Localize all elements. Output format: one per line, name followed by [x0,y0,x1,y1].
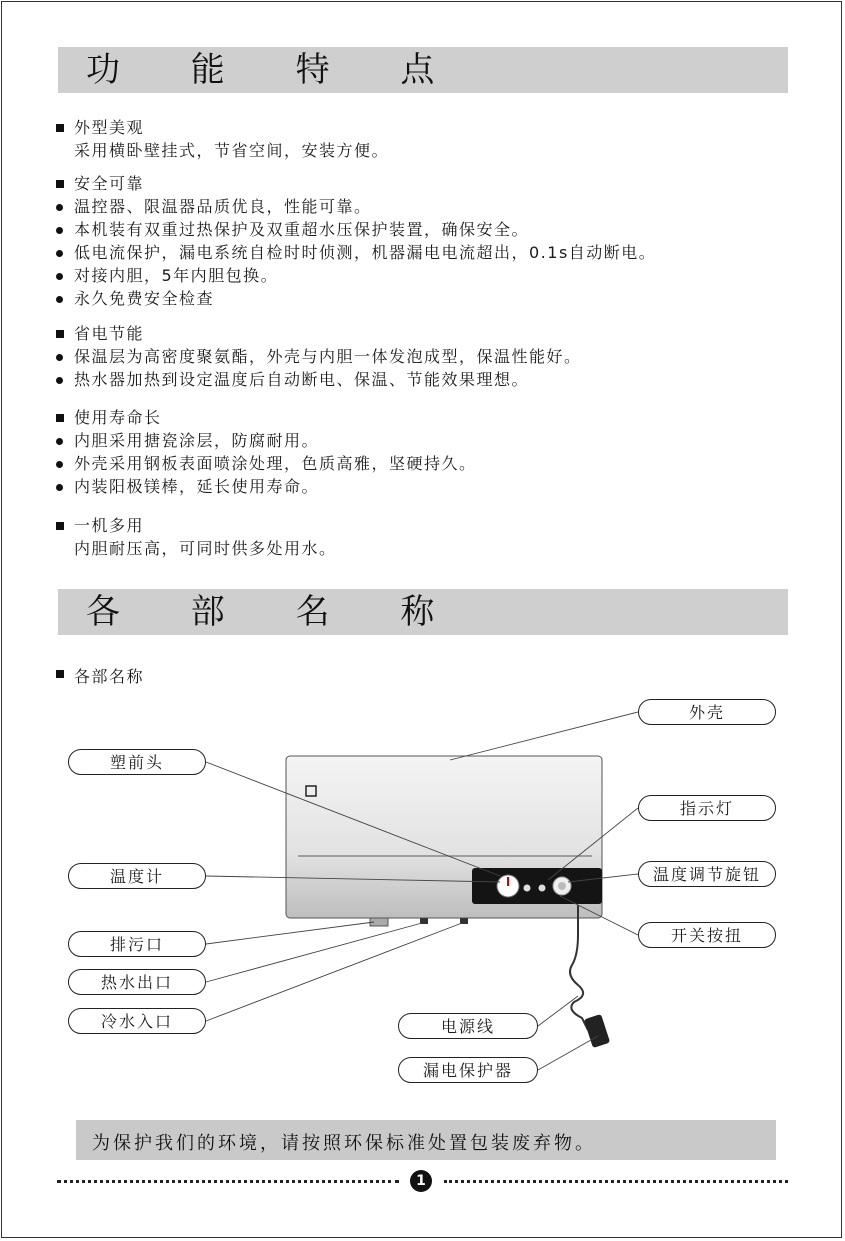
feature-bullet: 低电流保护，漏电系统自检时时侦测，机器漏电电流超出，0.1s自动断电。 [56,241,776,264]
features-title: 功 能 特 点 [86,50,465,90]
feature-bullet: 永久免费安全检查 [56,287,776,310]
label-thermometer: 温度计 [68,863,206,889]
feature-heading: 一机多用 [74,516,145,535]
feature-bullet: 外壳采用钢板表面喷涂处理，色质高雅，坚硬持久。 [56,452,776,475]
page-number: 1 [410,1170,432,1192]
label-front-cap: 塑前头 [68,749,206,775]
feature-heading: 安全可靠 [74,174,145,193]
feature-bullet: 温控器、限温器品质优良，性能可靠。 [56,195,776,218]
label-temp-knob: 温度调节旋钮 [638,861,776,887]
label-cold-inlet: 冷水入口 [68,1008,206,1034]
parts-title: 各 部 名 称 [86,592,465,632]
indicator-light-icon [539,885,546,892]
power-cord [570,905,588,1030]
feature-bullet: 保温层为高密度聚氨酯，外壳与内胆一体发泡成型，保温性能好。 [56,345,776,368]
label-shell: 外壳 [638,699,776,725]
feature-heading: 省电节能 [74,324,145,343]
feature-desc: 采用横卧壁挂式，节省空间，安装方便。 [74,141,390,160]
control-panel [472,868,602,904]
feature-bullet: 本机装有双重过热保护及双重超水压保护装置，确保安全。 [56,218,776,241]
feature-heading: 外型美观 [74,118,145,137]
feature-bullet: 内装阳极镁棒，延长使用寿命。 [56,475,776,498]
feature-desc: 内胆耐压高，可同时供多处用水。 [74,539,337,558]
feature-heading: 使用寿命长 [74,408,162,427]
leakage-protector-plug [584,1014,610,1048]
feature-bullet: 对接内胆，5年内胆包换。 [56,264,776,287]
label-drain: 排污口 [68,931,206,957]
feature-bullet: 热水器加热到设定温度后自动断电、保温、节能效果理想。 [56,368,776,391]
label-switch-button: 开关按扭 [638,922,776,948]
knob-center [558,882,566,890]
label-indicator: 指示灯 [638,795,776,821]
dotted-rule [444,1180,788,1183]
dotted-rule [57,1180,399,1183]
indicator-light-icon [524,885,531,892]
label-hot-outlet: 热水出口 [68,969,206,995]
parts-heading: 各部名称 [56,664,144,687]
feature-bullet: 内胆采用搪瓷涂层，防腐耐用。 [56,429,776,452]
label-power-cord: 电源线 [398,1013,538,1039]
environment-note: 为保护我们的环境，请按照环保标准处置包装废弃物。 [76,1120,776,1160]
label-leakage-protector: 漏电保护器 [398,1057,538,1083]
